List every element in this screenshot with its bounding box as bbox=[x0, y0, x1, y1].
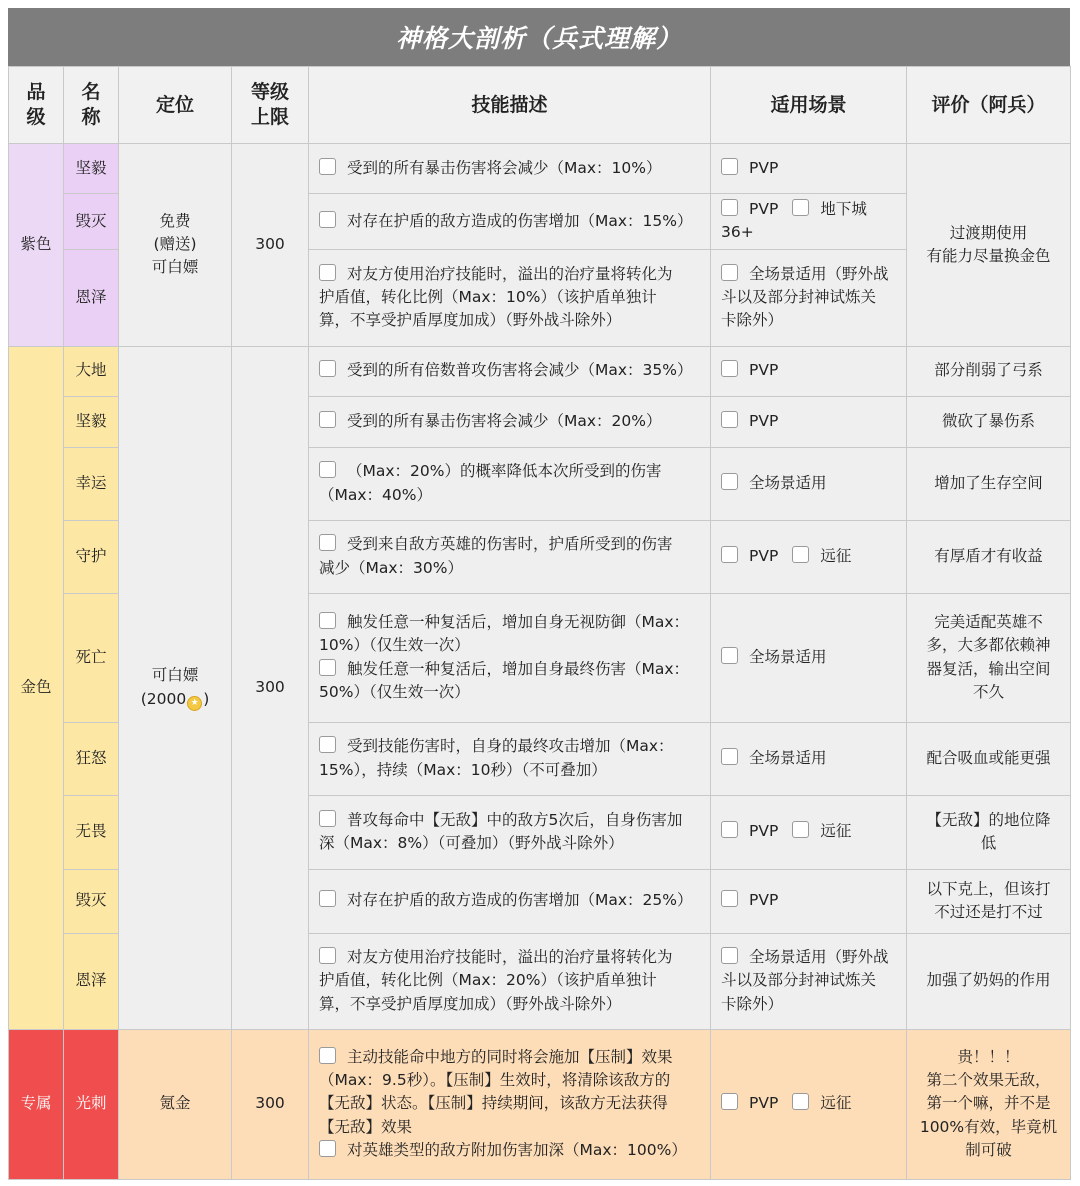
deity-name bbox=[64, 447, 119, 520]
skill-text: （Max：9.5秒）。【压制】生效时，将清除该敌方的 bbox=[319, 1071, 671, 1090]
scene-label: 全场景适用 bbox=[749, 748, 827, 767]
checkbox[interactable] bbox=[721, 890, 738, 907]
checkbox[interactable] bbox=[721, 158, 738, 175]
deity-name-text: 狂怒 bbox=[75, 748, 107, 767]
scene-label: 全场景适用（野外战 bbox=[749, 264, 889, 283]
deity-name-text: 幸运 bbox=[75, 473, 107, 492]
skill-text: 受到技能伤害时，自身的最终攻击增加（Max： bbox=[347, 737, 674, 756]
skill-text: 主动技能命中地方的同时将会施加【压制】效果 bbox=[347, 1047, 673, 1066]
checkbox[interactable] bbox=[792, 821, 809, 838]
applicable-scene bbox=[711, 447, 907, 520]
review bbox=[907, 520, 1071, 593]
level-cap bbox=[232, 144, 309, 347]
position bbox=[119, 1029, 232, 1179]
skill-text: 对英雄类型的敌方附加伤害加深（Max：100%） bbox=[347, 1140, 687, 1159]
scene-label: 地下城36+ bbox=[721, 200, 867, 242]
skill-text: 深（Max：8%）（可叠加）（野外战斗除外） bbox=[319, 834, 624, 852]
review-text: 【无敌】的地位降 bbox=[926, 810, 1051, 829]
checkbox[interactable] bbox=[319, 360, 336, 377]
position-text: (赠送) bbox=[153, 235, 197, 254]
review-text: 第一个嘛，并不是 bbox=[926, 1094, 1051, 1113]
review-text: 低 bbox=[980, 834, 997, 852]
deity-name bbox=[64, 194, 119, 250]
skill-text: 对友方使用治疗技能时，溢出的治疗量将转化为 bbox=[347, 264, 673, 283]
skill-description bbox=[309, 346, 711, 396]
gold-coin-icon: ★ bbox=[187, 696, 202, 711]
checkbox[interactable] bbox=[319, 461, 336, 478]
checkbox[interactable] bbox=[319, 158, 336, 175]
applicable-scene bbox=[711, 722, 907, 795]
applicable-scene bbox=[711, 1029, 907, 1179]
skill-description bbox=[309, 795, 711, 869]
grade-label: 金色 bbox=[20, 677, 52, 696]
position-text: ) bbox=[203, 689, 210, 708]
skill-description bbox=[309, 194, 711, 250]
skill-text: 对存在护盾的敌方造成的伤害增加（Max：15%） bbox=[347, 211, 693, 230]
skill-text: 触发任意一种复活后，增加自身无视防御（Max： bbox=[347, 613, 690, 631]
scene-label: PVP bbox=[749, 1094, 779, 1113]
skill-text: 算，不享受护盾厚度加成）（野外战斗除外） bbox=[319, 311, 622, 330]
deity-name-text: 毁灭 bbox=[75, 211, 107, 230]
applicable-scene bbox=[711, 933, 907, 1029]
scene-label: 全场景适用 bbox=[749, 647, 827, 666]
checkbox[interactable] bbox=[319, 659, 336, 676]
deity-name bbox=[64, 933, 119, 1029]
scene-label: 远征 bbox=[820, 546, 852, 565]
level-cap-text: 300 bbox=[255, 235, 285, 254]
applicable-scene bbox=[711, 520, 907, 593]
deity-name bbox=[64, 795, 119, 869]
skill-text: （Max：40%） bbox=[319, 485, 432, 504]
review bbox=[907, 447, 1071, 520]
checkbox[interactable] bbox=[319, 411, 336, 428]
deity-name-text: 坚毅 bbox=[75, 411, 107, 430]
scene-label: PVP bbox=[749, 361, 779, 380]
position-text: 免费 bbox=[159, 211, 191, 230]
review-text: 微砍了暴伤系 bbox=[941, 411, 1035, 430]
skill-description bbox=[309, 396, 711, 447]
header-level: 等级 上限 bbox=[232, 67, 309, 144]
grade-label: 紫色 bbox=[20, 235, 52, 254]
header-scene: 适用场景 bbox=[711, 67, 907, 144]
skill-description bbox=[309, 933, 711, 1029]
checkbox[interactable] bbox=[721, 199, 738, 216]
review-text: 有厚盾才有收益 bbox=[934, 546, 1043, 565]
deity-name-text: 坚毅 bbox=[75, 158, 107, 177]
skill-description bbox=[309, 1029, 711, 1179]
applicable-scene bbox=[711, 396, 907, 447]
checkbox[interactable] bbox=[319, 612, 336, 629]
scene-label: 卡除外） bbox=[721, 311, 784, 330]
header-row bbox=[9, 67, 1071, 144]
deity-name bbox=[64, 249, 119, 346]
deity-name bbox=[64, 144, 119, 194]
deity-name bbox=[64, 1029, 119, 1179]
skill-text: 护盾值，转化比例（Max：10%）（该护盾单独计 bbox=[319, 287, 657, 306]
checkbox[interactable] bbox=[792, 546, 809, 563]
skill-text: 触发任意一种复活后，增加自身最终伤害（Max： bbox=[347, 659, 690, 678]
deity-name bbox=[64, 593, 119, 722]
review bbox=[907, 346, 1071, 396]
deity-name bbox=[64, 520, 119, 593]
review-text: 100%有效，毕竟机 bbox=[919, 1117, 1058, 1136]
header-grade: 品 级 bbox=[9, 67, 64, 144]
scene-label: 斗以及部分封神试炼关 bbox=[721, 287, 877, 306]
checkbox[interactable] bbox=[319, 736, 336, 753]
scene-label: PVP bbox=[749, 200, 779, 218]
deity-name-text: 守护 bbox=[75, 546, 107, 565]
review-text: 器复活，输出空间 bbox=[926, 659, 1051, 678]
skill-text: 算，不享受护盾厚度加成）（野外战斗除外） bbox=[319, 994, 622, 1013]
page-title: 神格大剖析（兵式理解） bbox=[8, 8, 1070, 66]
deity-name bbox=[64, 722, 119, 795]
review-text: 贵！！！ bbox=[957, 1047, 1020, 1066]
deity-name-text: 恩泽 bbox=[75, 287, 107, 306]
checkbox[interactable] bbox=[319, 890, 336, 907]
table-row bbox=[9, 346, 1071, 396]
applicable-scene bbox=[711, 249, 907, 346]
review-text: 配合吸血或能更强 bbox=[926, 748, 1051, 767]
checkbox[interactable] bbox=[792, 199, 809, 216]
checkbox[interactable] bbox=[721, 1093, 738, 1110]
skill-text: 10%）（仅生效一次） bbox=[319, 636, 470, 655]
level-cap bbox=[232, 1029, 309, 1179]
review bbox=[907, 795, 1071, 869]
scene-label: PVP bbox=[749, 158, 779, 177]
position-text: 可白嫖 bbox=[151, 258, 199, 277]
header-review: 评价（阿兵） bbox=[907, 67, 1071, 144]
review-text: 多，大多都依赖神 bbox=[926, 636, 1051, 655]
review-text: 加强了奶妈的作用 bbox=[926, 971, 1051, 990]
scene-label: PVP bbox=[749, 891, 779, 910]
grade-cell bbox=[9, 1029, 64, 1179]
review-text: 第二个效果无敌， bbox=[926, 1071, 1051, 1090]
checkbox[interactable] bbox=[721, 947, 738, 964]
level-cap-text: 300 bbox=[255, 677, 285, 696]
review-text: 不久 bbox=[972, 682, 1004, 701]
review bbox=[907, 144, 1071, 347]
position-text: (2000 bbox=[140, 689, 187, 708]
skill-description bbox=[309, 593, 711, 722]
deity-name-text: 光刺 bbox=[75, 1094, 107, 1113]
scene-label: PVP bbox=[749, 822, 779, 841]
checkbox[interactable] bbox=[721, 821, 738, 838]
skill-text: 【无敌】效果 bbox=[319, 1117, 413, 1136]
skill-text: 受到的所有暴击伤害将会减少（Max：20%） bbox=[347, 411, 662, 430]
level-cap bbox=[232, 346, 309, 1029]
skill-text: 受到的所有暴击伤害将会减少（Max：10%） bbox=[347, 158, 662, 177]
checkbox[interactable] bbox=[319, 211, 336, 228]
deity-name bbox=[64, 396, 119, 447]
skill-description bbox=[309, 869, 711, 933]
grade-cell bbox=[9, 346, 64, 1029]
checkbox[interactable] bbox=[319, 947, 336, 964]
review-text: 制可破 bbox=[965, 1140, 1012, 1159]
scene-label: 全场景适用（野外战 bbox=[749, 948, 889, 967]
deity-name-text: 无畏 bbox=[75, 822, 107, 841]
skill-text: 对存在护盾的敌方造成的伤害增加（Max：25%） bbox=[347, 891, 693, 910]
skill-text: 对友方使用治疗技能时，溢出的治疗量将转化为 bbox=[347, 948, 673, 967]
skill-text: 15%），持续（Max：10秒）（不可叠加） bbox=[319, 760, 607, 779]
position-text: 氪金 bbox=[159, 1094, 191, 1113]
scene-label: PVP bbox=[749, 546, 779, 565]
position bbox=[119, 144, 232, 347]
deity-name-text: 恩泽 bbox=[75, 971, 107, 990]
skill-text: 护盾值，转化比例（Max：20%）（该护盾单独计 bbox=[319, 971, 657, 990]
checkbox[interactable] bbox=[792, 1093, 809, 1110]
deity-name-text: 死亡 bbox=[75, 647, 107, 666]
applicable-scene bbox=[711, 869, 907, 933]
review-text: 过渡期使用 bbox=[949, 223, 1028, 242]
deity-name-text: 大地 bbox=[75, 361, 107, 380]
checkbox[interactable] bbox=[721, 647, 738, 664]
scene-label: 斗以及部分封神试炼关 bbox=[721, 971, 877, 990]
checkbox[interactable] bbox=[721, 264, 738, 281]
skill-text: 【无敌】状态。【压制】持续期间，该敌方无法获得 bbox=[319, 1094, 668, 1113]
review-text: 有能力尽量换金色 bbox=[926, 246, 1051, 265]
review-text: 增加了生存空间 bbox=[934, 473, 1043, 492]
skill-text: 受到的所有倍数普攻伤害将会减少（Max：35%） bbox=[347, 361, 693, 380]
checkbox[interactable] bbox=[721, 411, 738, 428]
review-text: 部分削弱了弓系 bbox=[934, 361, 1043, 380]
scene-label: PVP bbox=[749, 411, 779, 430]
review bbox=[907, 722, 1071, 795]
scene-label: 全场景适用 bbox=[749, 473, 827, 492]
review-text: 以下克上，但该打 bbox=[926, 879, 1051, 898]
skill-description bbox=[309, 520, 711, 593]
deity-table bbox=[8, 66, 1071, 1180]
skill-description bbox=[309, 722, 711, 795]
checkbox[interactable] bbox=[319, 264, 336, 281]
review bbox=[907, 593, 1071, 722]
deity-name bbox=[64, 346, 119, 396]
review bbox=[907, 396, 1071, 447]
scene-label: 远征 bbox=[820, 1094, 852, 1113]
level-cap-text: 300 bbox=[255, 1094, 285, 1113]
checkbox[interactable] bbox=[319, 534, 336, 551]
checkbox[interactable] bbox=[319, 1047, 336, 1064]
grade-cell bbox=[9, 144, 64, 347]
checkbox[interactable] bbox=[721, 473, 738, 490]
header-name: 名 称 bbox=[64, 67, 119, 144]
applicable-scene bbox=[711, 194, 907, 250]
checkbox[interactable] bbox=[319, 1140, 336, 1157]
review bbox=[907, 869, 1071, 933]
skill-text: 受到来自敌方英雄的伤害时，护盾所受到的伤害 bbox=[347, 535, 673, 554]
header-position: 定位 bbox=[119, 67, 232, 144]
applicable-scene bbox=[711, 795, 907, 869]
header-skill: 技能描述 bbox=[309, 67, 711, 144]
position-text: 可白嫖 bbox=[151, 666, 199, 685]
skill-description bbox=[309, 447, 711, 520]
table-row bbox=[9, 1029, 1071, 1179]
review bbox=[907, 933, 1071, 1029]
skill-text: （Max：20%）的概率降低本次所受到的伤害 bbox=[347, 462, 662, 481]
review bbox=[907, 1029, 1071, 1179]
review-text: 完美适配英雄不 bbox=[934, 613, 1043, 631]
checkbox[interactable] bbox=[319, 810, 336, 827]
skill-text: 普攻每命中【无敌】中的敌方5次后，自身伤害加 bbox=[347, 810, 683, 829]
checkbox[interactable] bbox=[721, 546, 738, 563]
review-text: 不过还是打不过 bbox=[934, 903, 1043, 921]
skill-text: 减少（Max：30%） bbox=[319, 558, 463, 577]
scene-label: 卡除外） bbox=[721, 994, 784, 1013]
position bbox=[119, 346, 232, 1029]
applicable-scene bbox=[711, 346, 907, 396]
deity-name bbox=[64, 869, 119, 933]
scene-label: 远征 bbox=[820, 822, 852, 841]
skill-description bbox=[309, 144, 711, 194]
applicable-scene bbox=[711, 144, 907, 194]
skill-description bbox=[309, 249, 711, 346]
deity-name-text: 毁灭 bbox=[75, 891, 107, 910]
applicable-scene bbox=[711, 593, 907, 722]
grade-label: 专属 bbox=[20, 1094, 52, 1113]
checkbox[interactable] bbox=[721, 748, 738, 765]
skill-text: 50%）（仅生效一次） bbox=[319, 682, 470, 701]
checkbox[interactable] bbox=[721, 360, 738, 377]
table-row bbox=[9, 144, 1071, 194]
